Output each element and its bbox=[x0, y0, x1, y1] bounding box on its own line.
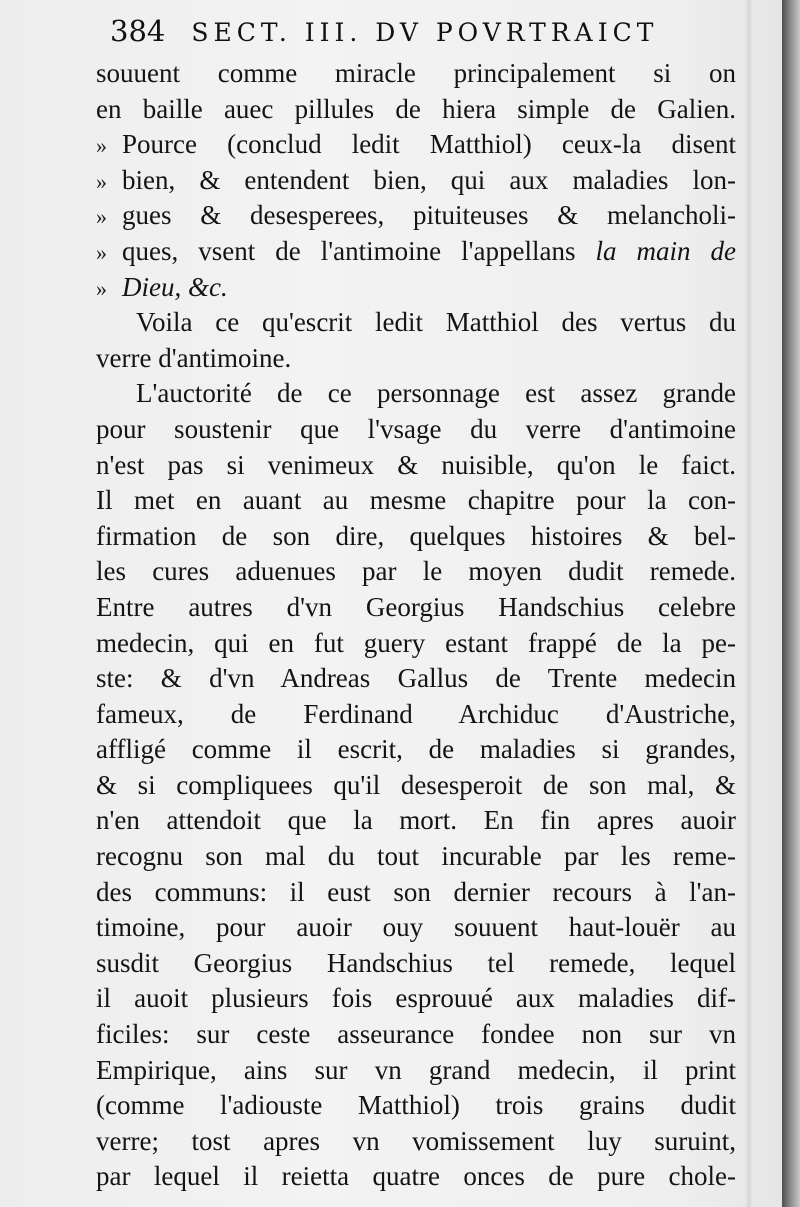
text-line bbox=[96, 839, 736, 875]
text-line bbox=[96, 412, 736, 448]
text-line bbox=[96, 946, 736, 982]
text-line bbox=[96, 1053, 736, 1089]
line-text: Il met en auant au mesme chapitre pour la con- bbox=[96, 485, 736, 516]
text-line bbox=[96, 127, 736, 163]
text-line bbox=[96, 1017, 736, 1053]
line-text: Entre autres d'vn Georgius Handschius celebre bbox=[96, 591, 736, 622]
text-line bbox=[96, 270, 736, 306]
line-text: & si compliquees qu'il desesperoit de son mal, & bbox=[96, 769, 736, 800]
italic-text: Dieu, &c. bbox=[122, 271, 228, 302]
line-text: (comme l'adiouste Matthiol) trois grains dudit bbox=[96, 1090, 736, 1121]
quotation-mark: » bbox=[96, 275, 107, 301]
text-line bbox=[96, 305, 736, 341]
text-line bbox=[96, 981, 736, 1017]
text-line bbox=[96, 163, 736, 199]
line-text bbox=[122, 270, 228, 306]
line-text: les cures aduenues par le moyen dudit remede. bbox=[96, 556, 736, 587]
text-line bbox=[96, 92, 736, 128]
line-text: fameux, de Ferdinand Archiduc d'Austriche, bbox=[96, 698, 736, 729]
line-text: ques, vsent de l'antimoine l'appellans la main de bbox=[122, 235, 736, 266]
bleed-through bbox=[300, 1160, 540, 1190]
line-text: par lequel il reietta quatre onces de pure chole- bbox=[96, 1161, 736, 1192]
line-text: ste: & d'vn Andreas Gallus de Trente medecin bbox=[96, 663, 736, 694]
text-line bbox=[96, 875, 736, 911]
text-line bbox=[96, 519, 736, 555]
line-text: medecin, qui en fut guery estant frappé de la pe- bbox=[96, 627, 736, 658]
line-text: Empirique, ains sur vn grand medecin, il print bbox=[96, 1054, 736, 1085]
line-text: en baille auec pillules de hiera simple de Galien. bbox=[96, 93, 736, 124]
text-line bbox=[96, 483, 736, 519]
text-line bbox=[96, 198, 736, 234]
line-text: Voila ce qu'escrit ledit Matthiol des vertus du bbox=[136, 307, 736, 338]
quotation-mark: » bbox=[96, 204, 107, 230]
text-line bbox=[96, 448, 736, 484]
line-text: souuent comme miracle principalement si on bbox=[96, 58, 736, 88]
page-header bbox=[110, 14, 720, 54]
line-text: timoine, pour auoir ouy souuent haut-louër au bbox=[96, 912, 736, 943]
text-line bbox=[96, 803, 736, 839]
text-block bbox=[96, 56, 736, 1195]
text-line bbox=[96, 590, 736, 626]
text-line bbox=[96, 768, 736, 804]
text-line bbox=[96, 554, 736, 590]
quotation-mark: » bbox=[96, 239, 107, 265]
line-text: il auoit plusieurs fois esprouué aux maladies dif- bbox=[96, 983, 736, 1014]
line-text: n'est pas si venimeux & nuisible, qu'on le faict. bbox=[96, 449, 736, 480]
line-text: affligé comme il escrit, de maladies si grandes, bbox=[96, 734, 736, 765]
text-line bbox=[96, 1088, 736, 1124]
line-text: n'en attendoit que la mort. En fin apres auoir bbox=[96, 805, 736, 836]
text-line bbox=[96, 1124, 736, 1160]
text-line bbox=[96, 234, 736, 270]
page-number: 384 bbox=[110, 14, 166, 48]
text-line bbox=[96, 732, 736, 768]
line-text: Pource (conclud ledit Matthiol) ceux-la disent bbox=[122, 129, 736, 160]
text-line bbox=[96, 341, 736, 377]
line-text: recognu son mal du tout incurable par les reme- bbox=[96, 841, 736, 872]
line-text: gues & desesperees, pituiteuses & melancholi- bbox=[122, 200, 736, 231]
text-line bbox=[96, 376, 736, 412]
line-text: des communs: il eust son dernier recours à l'an- bbox=[96, 876, 736, 907]
text-line bbox=[96, 626, 736, 662]
page-edge bbox=[782, 0, 800, 1207]
line-text: L'auctorité de ce personnage est assez grande bbox=[136, 378, 736, 409]
text-line bbox=[96, 56, 736, 92]
line-text: verre; tost apres vn vomissement luy suruint, bbox=[96, 1125, 736, 1156]
text-line bbox=[96, 661, 736, 697]
text-line bbox=[96, 697, 736, 733]
italic-text: la main de bbox=[595, 235, 736, 266]
line-text: pour soustenir que l'vsage du verre d'antimoine bbox=[96, 413, 736, 444]
running-title: SECT. III. DV POVRTRAICT bbox=[191, 18, 659, 47]
line-text: verre d'antimoine. bbox=[96, 342, 292, 373]
line-text: ficiles: sur ceste asseurance fondee non sur vn bbox=[96, 1019, 736, 1050]
line-text: firmation de son dire, quelques histoires & bel- bbox=[96, 520, 736, 551]
quotation-mark: » bbox=[96, 168, 107, 194]
text-line bbox=[96, 910, 736, 946]
quotation-mark: » bbox=[96, 133, 107, 159]
line-text: susdit Georgius Handschius tel remede, lequel bbox=[96, 947, 736, 978]
line-text: bien, & entendent bien, qui aux maladies lon- bbox=[122, 164, 736, 195]
gutter-shadow bbox=[745, 0, 753, 1207]
